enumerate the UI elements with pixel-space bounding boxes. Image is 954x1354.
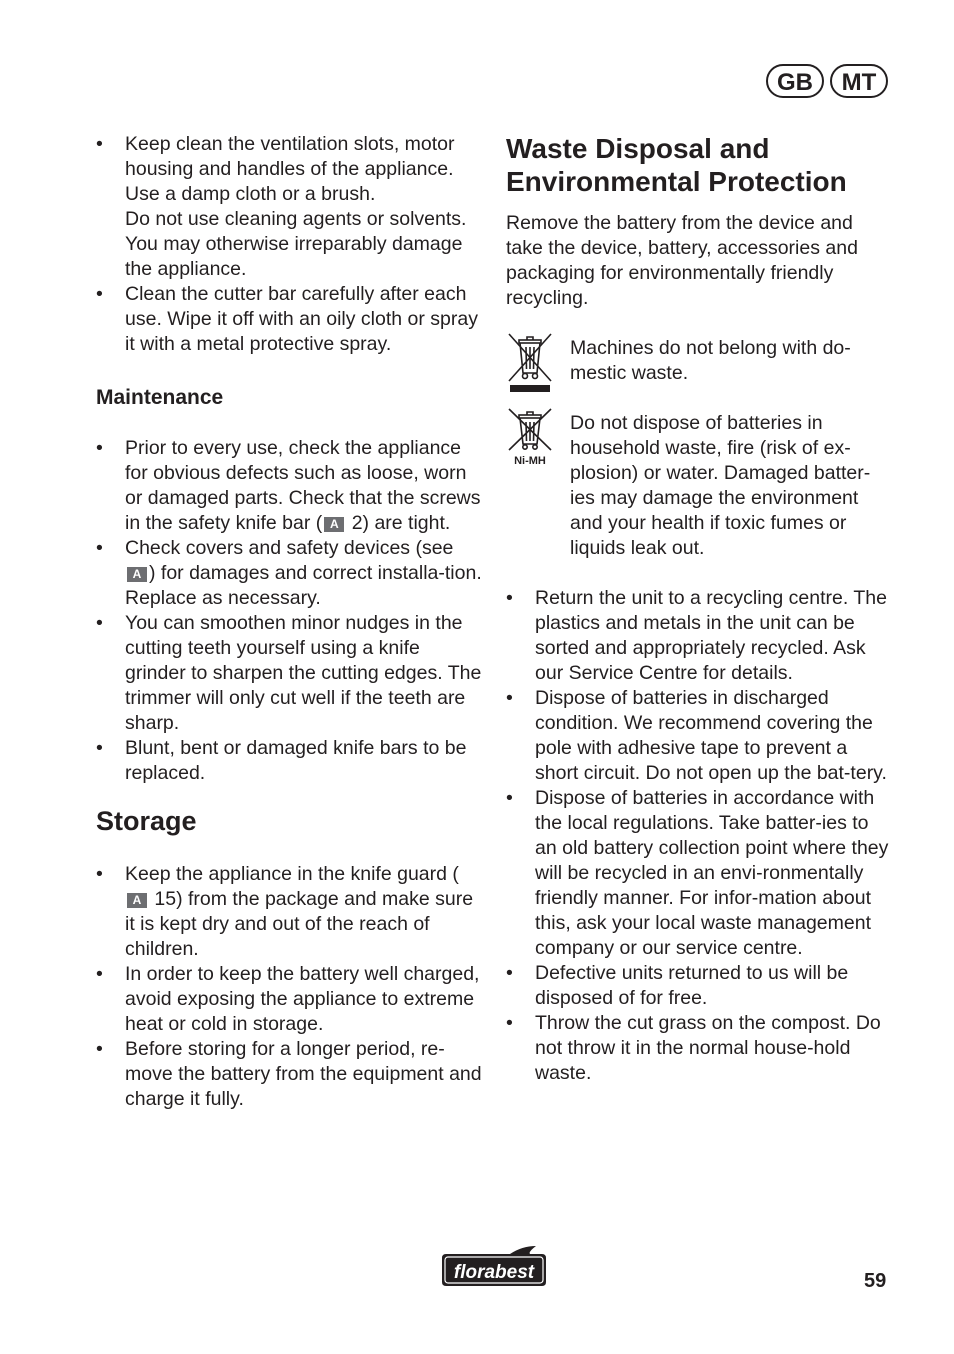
- list-item: • Defective units returned to us will be disposed of for free.: [506, 961, 892, 1011]
- list-item: • Throw the cut grass on the compost. Do not throw it in the normal house-hold waste.: [506, 1011, 892, 1086]
- storage-heading: Storage: [96, 806, 197, 836]
- list-item: • Keep the appliance in the knife guard (A 15) from the package and make sure it is kept dry and out of the reach of children.: [96, 862, 482, 962]
- right-column: [506, 132, 892, 1086]
- figure-a-marker: A: [127, 893, 147, 908]
- logo-wordmark: florabest: [453, 1262, 535, 1283]
- language-badge-mt: MT: [830, 64, 888, 98]
- maintenance-list: [96, 436, 482, 786]
- list-item: • Check covers and safety devices (see A ) for damages and correct installa-tion. Replace as necessary.: [96, 536, 482, 611]
- list-item: • Dispose of batteries in accordance with the local regulations. Take batter-ies to an old battery collection point where they will be recycled in an envi-ronmentally friendly manner. For infor-mation about this, ask your local waste management company or our service centre.: [506, 786, 892, 961]
- florabest-logo: [438, 1244, 550, 1288]
- waste-disposal-heading: Waste Disposal and Environmental Protection: [506, 133, 847, 197]
- list-item: • Before storing for a longer period, re-move the battery from the equipment and charge it fully.: [96, 1037, 482, 1112]
- list-item: • In order to keep the battery well charged, avoid exposing the appliance to extreme heat or cold in storage.: [96, 962, 482, 1037]
- list-item: • Return the unit to a recycling centre. The plastics and metals in the unit can be sorted and appropriately recycled. Ask our Service Centre for details.: [506, 586, 892, 686]
- list-item: • Dispose of batteries in discharged condition. We recommend covering the pole with adhesive tape to prevent a short circuit. Do not open up the bat-tery.: [506, 686, 892, 786]
- crossed-bin-icon: [506, 406, 554, 472]
- battery-notice: Ni-MH Do not dispose of batteries in household waste, fire (risk of ex-plosion) or water. Damaged batter-ies may damage the environment and your health if toxic fumes or liquids leak out.: [506, 411, 892, 561]
- cleaning-list: [96, 132, 482, 357]
- figure-a-marker: A: [324, 517, 344, 532]
- page-number: 59: [864, 1270, 887, 1292]
- maintenance-heading: Maintenance: [96, 386, 224, 409]
- crossed-bin-icon: [506, 331, 554, 397]
- list-item: • You can smoothen minor nudges in the cutting teeth yourself using a knife grinder to sharpen the cutting edges. The trimmer will only cut well if the teeth are sharp.: [96, 611, 482, 736]
- weee-notice: Machines do not belong with do-mestic waste.: [506, 336, 892, 386]
- list-item: • Blunt, bent or damaged knife bars to be replaced.: [96, 736, 482, 786]
- disposal-list: [506, 586, 892, 1086]
- language-badge-gb: GB: [766, 64, 824, 98]
- list-item: • Clean the cutter bar carefully after each use. Wipe it off with an oily cloth or spray it with a metal protective spray.: [96, 282, 482, 357]
- figure-a-marker: A: [127, 567, 147, 582]
- storage-list: [96, 862, 482, 1112]
- list-item: • Prior to every use, check the appliance for obvious defects such as loose, worn or damaged parts. Check that the screws in the safety knife bar ( A 2) are tight.: [96, 436, 482, 536]
- list-item: • Keep clean the ventilation slots, motor housing and handles of the appliance. Use a damp cloth or a brush. Do not use cleaning agents or solvents. You may otherwise irreparably damage the appliance.: [96, 132, 482, 282]
- left-column: [96, 132, 482, 1112]
- waste-intro: Remove the battery from the device and take the device, battery, accessories and packaging for environmentally friendly recycling.: [506, 212, 858, 309]
- ni-mh-label: Ni-MH: [514, 455, 546, 467]
